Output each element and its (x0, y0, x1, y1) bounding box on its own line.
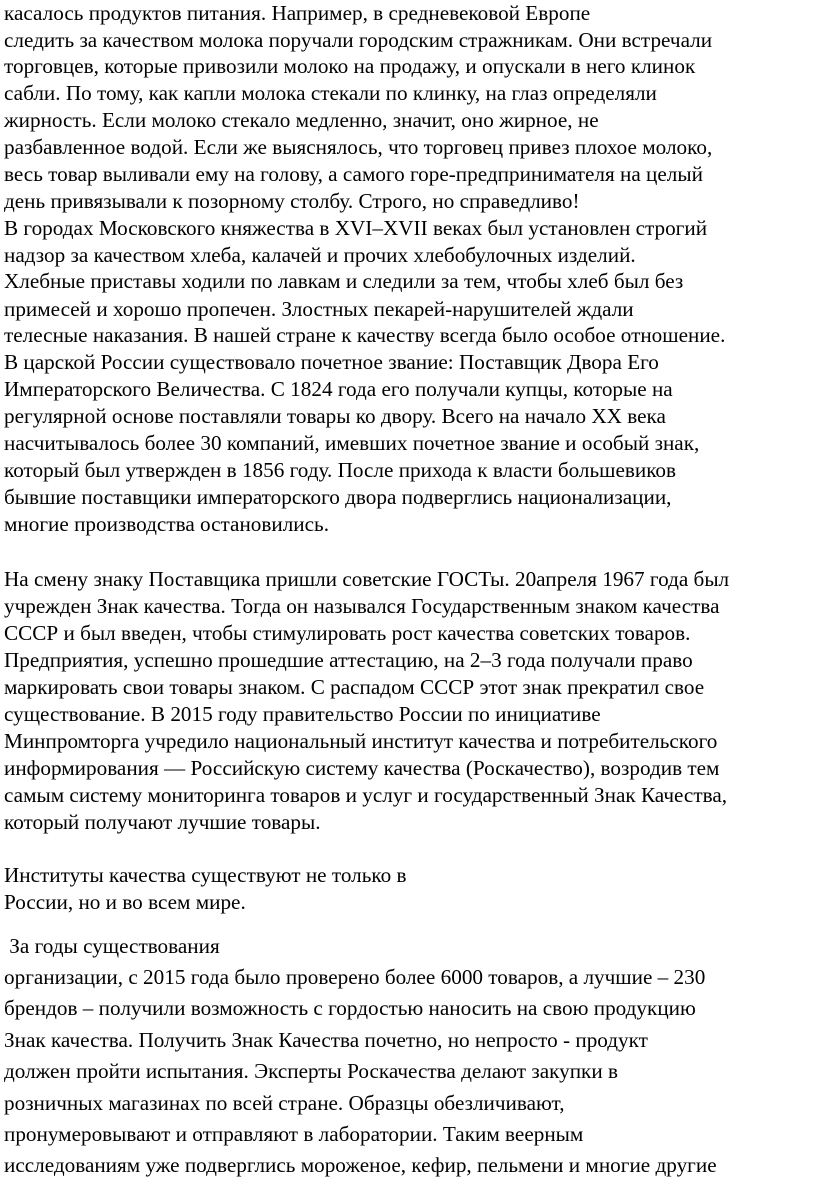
text-line: Знак качества. Получить Знак Качества почетно, но непросто - продукт (4, 1028, 648, 1052)
text-line: исследованиям уже подверглись мороженое, кефир, пельмени и многие другие (4, 1153, 717, 1177)
text-line: жирность. Если молоко стекало медленно, значит, оно жирное, не (4, 108, 599, 132)
text-line: многие производства остановились. (4, 512, 330, 536)
text-line: бывшие поставщики императорского двора подверглись национализации, (4, 485, 672, 509)
text-line: информирования — Российскую систему качества (Роскачество), возродив тем (4, 756, 720, 780)
text-line: пронумеровывают и отправляют в лаборатории. Таким веерным (4, 1122, 584, 1146)
text-line: день привязывали к позорному столбу. Строго, но справедливо! (4, 189, 580, 213)
text-line: разбавленное водой. Если же выяснялось, что торговец привез плохое молоко, (4, 135, 713, 159)
text-line: примесей и хорошо пропечен. Злостных пекарей-нарушителей ждали (4, 297, 634, 321)
text-line: СССР и был введен, чтобы стимулировать рост качества советских товаров. (4, 621, 691, 645)
text-line: следить за качеством молока поручали городским стражникам. Они встречали (4, 28, 713, 52)
text-line: России, но и во всем мире. (4, 890, 246, 914)
text-line: регулярной основе поставляли товары ко двору. Всего на начало XX века (4, 404, 666, 428)
text-line: розничных магазинах по всей стране. Образцы обезличивают, (4, 1091, 565, 1115)
text-line: организации, с 2015 года было проверено более 6000 товаров, а лучшие – 230 (4, 965, 706, 989)
text-line: торговцев, которые привозили молоко на продажу, и опускали в него клинок (4, 54, 696, 78)
text-line: должен пройти испытания. Эксперты Роскачества делают закупки в (4, 1059, 618, 1083)
text-line: Предприятия, успешно прошедшие аттестацию, на 2–3 года получали право (4, 648, 693, 672)
text-line: Институты качества существуют не только в (4, 863, 407, 887)
text-line: надзор за качеством хлеба, калачей и прочих хлебобулочных изделий. (4, 243, 636, 267)
text-line: В царской России существовало почетное звание: Поставщик Двора Его (4, 350, 659, 374)
text-line: На смену знаку Поставщика пришли советские ГОСТы. 20апреля 1967 года был (4, 567, 730, 591)
text-line: учрежден Знак качества. Тогда он назывался Государственным знаком качества (4, 594, 720, 618)
text-line: За годы существования (4, 934, 220, 958)
text-line: сабли. По тому, как капли молока стекали по клинку, на глаз определяли (4, 81, 657, 105)
text-line: В городах Московского княжества в XVI–XVII веках был установлен строгий (4, 216, 708, 240)
text-line: Хлебные приставы ходили по лавкам и следили за тем, чтобы хлеб был без (4, 269, 684, 293)
text-line: который получают лучшие товары. (4, 810, 321, 834)
text-line: касалось продуктов питания. Например, в средневековой Европе (4, 1, 591, 25)
text-line: весь товар выливали ему на голову, а самого горе-предпринимателя на целый (4, 162, 703, 186)
text-line: маркировать свои товары знаком. С распадом СССР этот знак прекратил свое (4, 675, 705, 699)
text-line: Императорского Величества. С 1824 года его получали купцы, которые на (4, 377, 673, 401)
text-line: существование. В 2015 году правительство России по инициативе (4, 702, 601, 726)
text-line: телесные наказания. В нашей стране к качеству всегда было особое отношение. (4, 323, 726, 347)
text-line: Минпромторга учредило национальный институт качества и потребительского (4, 729, 718, 753)
text-line: брендов – получили возможность с гордостью наносить на свою продукцию (4, 996, 696, 1020)
text-line: который был утвержден в 1856 году. После прихода к власти большевиков (4, 458, 677, 482)
text-line: самым систему мониторинга товаров и услуг и государственный Знак Качества, (4, 783, 728, 807)
text-line: насчитывалось более 30 компаний, имевших почетное звание и особый знак, (4, 431, 700, 455)
